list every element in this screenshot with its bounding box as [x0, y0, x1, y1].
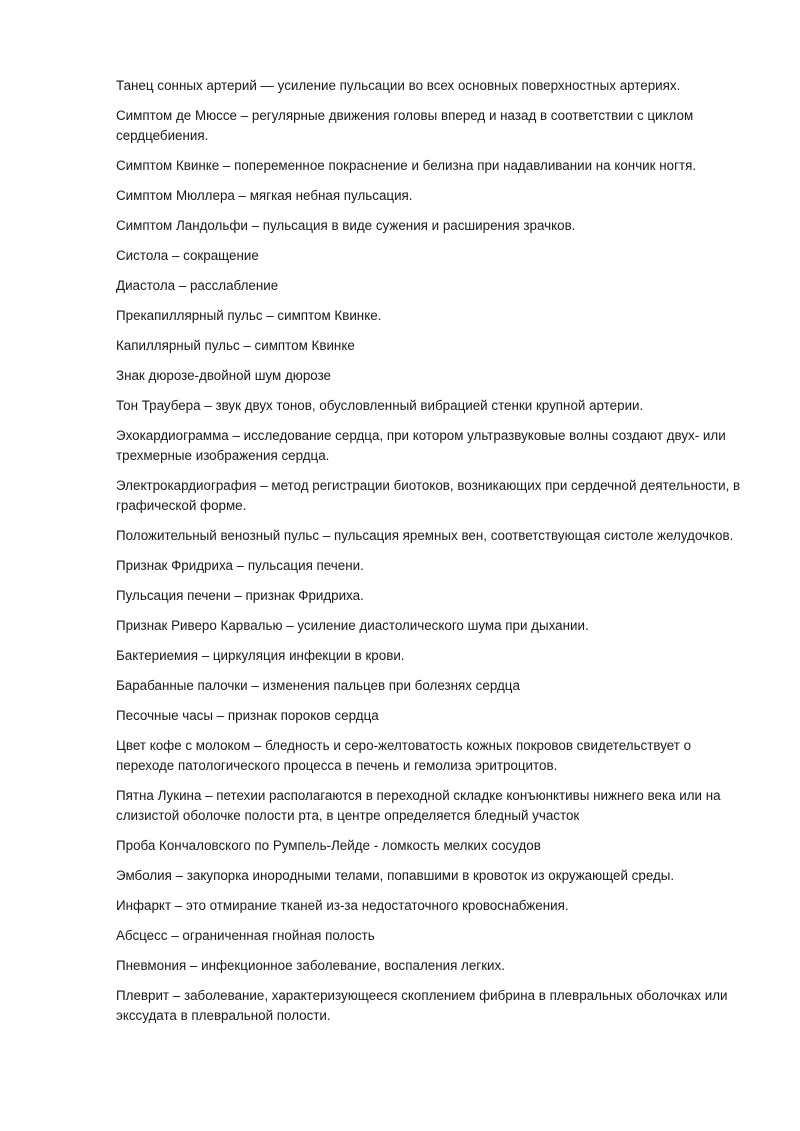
paragraph: Признак Риверо Карвалью – усиление диастолического шума при дыхании.: [116, 618, 589, 633]
paragraph: Капиллярный пульс – симптом Квинке: [116, 338, 355, 353]
paragraph: Электрокардиография – метод регистрации биотоков, возникающих при сердечной деятельности, в графической форме.: [116, 478, 741, 513]
document-body: [116, 76, 746, 1036]
paragraph: Абсцесс – ограниченная гнойная полость: [116, 928, 375, 943]
paragraph: Проба Кончаловского по Румпель-Лейде - ломкость мелких сосудов: [116, 838, 541, 853]
paragraph: Признак Фридриха – пульсация печени.: [116, 558, 364, 573]
paragraph: Симптом Мюллера – мягкая небная пульсация.: [116, 188, 413, 203]
paragraph: Барабанные палочки – изменения пальцев при болезнях сердца: [116, 678, 520, 693]
paragraph: Пневмония – инфекционное заболевание, воспаления легких.: [116, 958, 505, 973]
paragraph: Инфаркт – это отмирание тканей из-за недостаточного кровоснабжения.: [116, 898, 569, 913]
paragraph: Цвет кофе с молоком – бледность и серо-желтоватость кожных покровов свидетельствует о переходе патологического процесса в печень и гемолиза эритроцитов.: [116, 738, 692, 773]
paragraph: Знак дюрозе-двойной шум дюрозе: [116, 368, 332, 383]
paragraph: Пульсация печени – признак Фридриха.: [116, 588, 364, 603]
paragraph: Плеврит – заболевание, характеризующееся скоплением фибрина в плевральных оболочках или экссудата в плевральной полости.: [116, 988, 728, 1023]
paragraph: Диастола – расслабление: [116, 278, 279, 293]
paragraph: Систола – сокращение: [116, 248, 259, 263]
paragraph: Эмболия – закупорка инородными телами, попавшими в кровоток из окружающей среды.: [116, 868, 675, 883]
paragraph: Танец сонных артерий — усиление пульсации во всех основных поверхностных артериях.: [116, 78, 681, 93]
paragraph: Симптом Квинке – попеременное покраснение и белизна при надавливании на кончик ногтя.: [116, 158, 697, 173]
paragraph: Тон Траубера – звук двух тонов, обусловленный вибрацией стенки крупной артерии.: [116, 398, 644, 413]
paragraph: Симптом де Мюссе – регулярные движения головы вперед и назад в соответствии с циклом сердцебиения.: [116, 108, 694, 143]
paragraph: Положительный венозный пульс – пульсация яремных вен, соответствующая систоле желудочков.: [116, 528, 734, 543]
paragraph: Пятна Лукина – петехии располагаются в переходной складке конъюнктивы нижнего века или на слизистой оболочке полости рта, в центре определяется бледный участок: [116, 788, 721, 823]
paragraph: Симптом Ландольфи – пульсация в виде сужения и расширения зрачков.: [116, 218, 576, 233]
paragraph: Бактериемия – циркуляция инфекции в крови.: [116, 648, 405, 663]
paragraph: Песочные часы – признак пороков сердца: [116, 708, 379, 723]
paragraph: Эхокардиограмма – исследование сердца, при котором ультразвуковые волны создают двух- или трехмерные изображения сердца.: [116, 428, 726, 463]
paragraph: Прекапиллярный пульс – симптом Квинке.: [116, 308, 382, 323]
